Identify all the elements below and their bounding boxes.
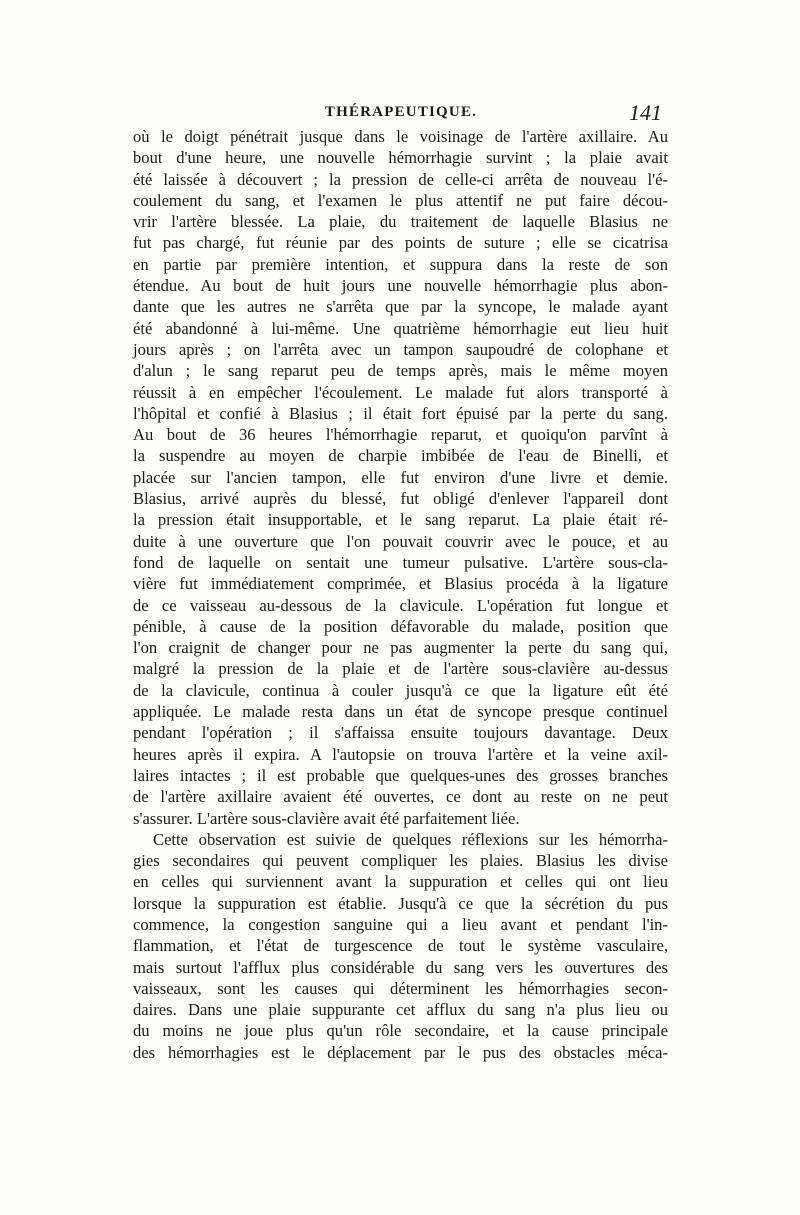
text-line: placée sur l'ancien tampon, elle fut environ d'une livre et demie. bbox=[133, 467, 668, 487]
text-line: en partie par première intention, et suppura dans la reste de son bbox=[133, 254, 668, 274]
text-line: heures après il expira. A l'autopsie on trouva l'artère et la veine axil- bbox=[133, 744, 668, 764]
text-line: jours après ; on l'arrêta avec un tampon saupoudré de colophane et bbox=[133, 339, 668, 359]
text-line: vière fut immédiatement comprimée, et Blasius procéda à la ligature bbox=[133, 574, 668, 594]
text-line: de ce vaisseau au-dessous de la clavicule. L'opération fut longue et bbox=[133, 595, 668, 615]
text-line: été abandonné à lui-même. Une quatrième hémorrhagie eut lieu huit bbox=[133, 318, 668, 338]
text-line: Cette observation est suivie de quelques réflexions sur les hémorrha- bbox=[153, 829, 668, 849]
text-line: de la clavicule, continua à couler jusqu'à ce que la ligature eût été bbox=[133, 680, 668, 700]
text-line: commence, la congestion sanguine qui a lieu avant et pendant l'in- bbox=[133, 914, 668, 934]
text-line: étendue. Au bout de huit jours une nouvelle hémorrhagie plus abon- bbox=[133, 276, 668, 296]
text-line: où le doigt pénétrait jusque dans le voisinage de l'artère axillaire. Au bbox=[133, 127, 668, 146]
text-line: la pression était insupportable, et le sang reparut. La plaie était ré- bbox=[133, 510, 668, 530]
text-line: lorsque la suppuration est établie. Jusqu'à ce que la sécrétion du pus bbox=[133, 893, 668, 913]
text-line: d'alun ; le sang reparut peu de temps après, mais le même moyen bbox=[133, 361, 668, 381]
text-line: Blasius, arrivé auprès du blessé, fut obligé d'enlever l'appareil dont bbox=[133, 489, 668, 509]
text-line: flammation, et l'état de turgescence de tout le système vasculaire, bbox=[133, 936, 668, 956]
text-line: été laissée à découvert ; la pression de celle-ci arrêta de nouveau l'é- bbox=[133, 169, 668, 189]
text-line: réussit à en empêcher l'écoulement. Le malade fut alors transporté à bbox=[133, 382, 668, 402]
text-line: pendant l'opération ; il s'affaissa ensuite toujours davantage. Deux bbox=[133, 723, 668, 743]
text-line: des hémorrhagies est le déplacement par le pus des obstacles méca- bbox=[133, 1042, 668, 1062]
text-line: s'assurer. L'artère sous-clavière avait été parfaitement liée. bbox=[133, 808, 520, 828]
text-line: fut pas chargé, fut réunie par des points de suture ; elle se cicatrisa bbox=[133, 233, 668, 253]
text-line: du moins ne joue plus qu'un rôle secondaire, et la cause principale bbox=[133, 1021, 668, 1041]
text-line: gies secondaires qui peuvent compliquer les plaies. Blasius les divise bbox=[133, 851, 668, 871]
text-line: en celles qui surviennent avant la suppuration et celles qui ont lieu bbox=[133, 872, 668, 892]
text-line: appliquée. Le malade resta dans un état de syncope presque continuel bbox=[133, 702, 668, 722]
text-line: malgré la pression de la plaie et de l'artère sous-clavière au-dessus bbox=[133, 659, 668, 679]
text-line: l'hôpital et confié à Blasius ; il était fort épuisé par la perte du sang. bbox=[133, 403, 668, 423]
text-line: l'on craignit de changer pour ne pas augmenter la perte du sang qui, bbox=[133, 638, 668, 658]
text-line: coulement du sang, et l'examen le plus attentif ne put faire décou- bbox=[133, 190, 668, 210]
text-line: daires. Dans une plaie suppurante cet afflux du sang n'a plus lieu ou bbox=[133, 1000, 668, 1020]
text-line: duite à une ouverture que l'on pouvait couvrir avec le pouce, et au bbox=[133, 531, 668, 551]
text-line: laires intactes ; il est probable que quelques-unes des grosses branches bbox=[133, 765, 668, 785]
text-line: dante que les autres ne s'arrêta que par la syncope, le malade ayant bbox=[133, 297, 668, 317]
text-line: de l'artère axillaire avaient été ouvertes, ce dont au reste on ne peut bbox=[133, 787, 668, 807]
text-line: pénible, à cause de la position défavorable du malade, position que bbox=[133, 616, 668, 636]
running-title: THÉRAPEUTIQUE. bbox=[324, 104, 478, 120]
text-line: fond de laquelle on sentait une tumeur pulsative. L'artère sous-cla- bbox=[133, 552, 668, 572]
page-number: 141 bbox=[629, 100, 662, 125]
body-text bbox=[133, 126, 668, 1063]
text-line: Au bout de 36 heures l'hémorrhagie reparut, et quoiqu'on parvînt à bbox=[133, 425, 668, 445]
text-line: vaisseaux, sont les causes qui déterminent les hémorrhagies secon- bbox=[133, 978, 668, 998]
text-line: mais surtout l'afflux plus considérable du sang vers les ouvertures des bbox=[133, 957, 668, 977]
text-line: la suspendre au moyen de charpie imbibée de l'eau de Binelli, et bbox=[133, 446, 668, 466]
text-line: bout d'une heure, une nouvelle hémorrhagie survint ; la plaie avait bbox=[133, 148, 668, 168]
text-line: vrir l'artère blessée. La plaie, du traitement de laquelle Blasius ne bbox=[133, 212, 668, 232]
